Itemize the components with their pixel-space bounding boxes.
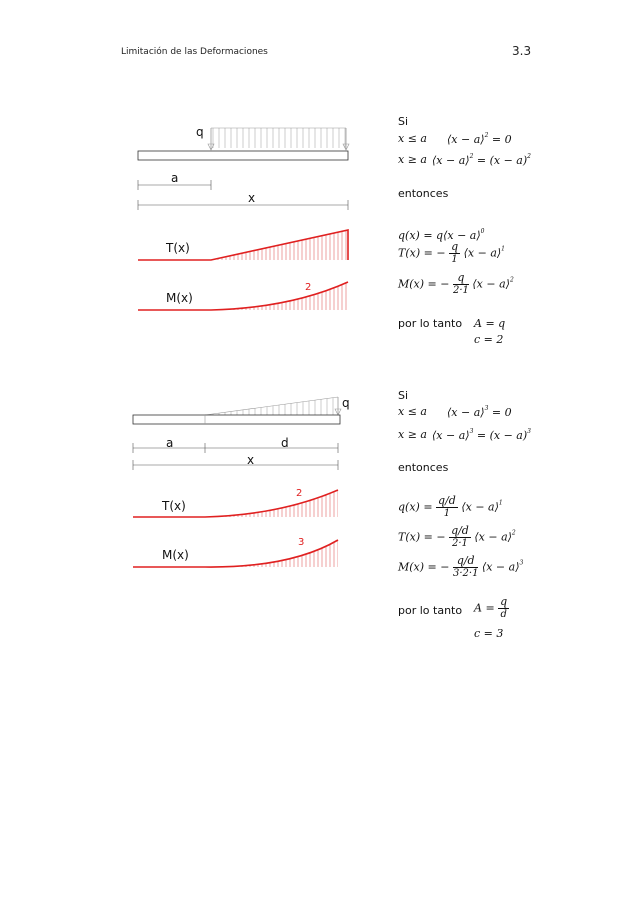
case2-dim-x-label: x (247, 453, 255, 467)
case2-eq-q: q(x) = $\frac{q/d}{1}$ ⟨x − a⟩$^1$ (398, 494, 503, 519)
case1-cond1-expr: ⟨x − a⟩$^2$ = 0 (447, 132, 512, 146)
case2-entonces: entonces (398, 461, 449, 474)
case2-cond2-expr: ⟨x − a⟩$^3$ = $(x - a)^3$ (432, 428, 531, 442)
case1-dim-x-label: x (248, 191, 256, 205)
case1-cond2-expr: ⟨x − a⟩$^2$ = $(x - a)^2$ (432, 153, 531, 167)
case2-eq-M: M(x) = − $\frac{q/d}{3\cdot 2\cdot 1}$ ⟨x − a⟩$^3$ (398, 554, 524, 579)
case1-moment-degree: 2 (305, 282, 312, 293)
page-section-number: 3.3 (512, 44, 532, 58)
case2-si: Si (398, 389, 409, 402)
case2-moment-label: M(x) (162, 548, 189, 562)
case1-entonces: entonces (398, 187, 449, 200)
case2-shear-label: T(x) (162, 499, 186, 513)
case1-eq-q: q(x) = q⟨x − a⟩$^0$ (398, 228, 485, 242)
case1-si: Si (398, 115, 409, 128)
case2-moment-degree: 3 (298, 537, 305, 548)
case1-dimensions (138, 180, 348, 210)
case1-shear-label: T(x) (166, 241, 190, 255)
case2-eq-T: T(x) = − $\frac{q/d}{2\cdot 1}$ ⟨x − a⟩$^2$ (398, 524, 516, 549)
case1-eq-T: T(x) = − $\frac{q}{1}$ ⟨x − a⟩$^1$ (398, 240, 505, 265)
case1-cond1: x ≤ a (398, 132, 427, 145)
case1-load-label: q (196, 125, 204, 139)
case2-cond2: x ≥ a (398, 428, 427, 441)
case2-load-label: q (342, 396, 350, 410)
case1-dim-a-label: a (171, 171, 179, 185)
case1-result-A: A = q (474, 317, 506, 330)
case2-cond1-expr: ⟨x − a⟩$^3$ = 0 (447, 405, 512, 419)
case2-result-A: A = $\frac{q}{d}$ (474, 595, 508, 620)
case2-load-diagram (205, 397, 341, 415)
case1-result-c: c = 2 (474, 333, 504, 346)
case1-moment-label: M(x) (166, 291, 193, 305)
case2-cond1: x ≤ a (398, 405, 427, 418)
case2-result-c: c = 3 (474, 627, 504, 640)
case1-por-lo-tanto: por lo tanto (398, 317, 463, 330)
case2-beam (133, 415, 340, 424)
case2-por-lo-tanto: por lo tanto (398, 604, 463, 617)
case1-cond2: x ≥ a (398, 153, 427, 166)
case2-shear-degree: 2 (296, 488, 303, 499)
case1-beam (138, 151, 348, 160)
case2-dimensions (133, 443, 338, 470)
case1-eq-M: M(x) = − $\frac{q}{2\cdot 1}$ ⟨x − a⟩$^2$ (398, 271, 514, 296)
case2-dim-a-label: a (166, 436, 174, 450)
case2-dim-d-label: d (281, 436, 289, 450)
page-header-title: Limitación de las Deformaciones (121, 47, 268, 57)
case1-load-diagram (208, 128, 349, 150)
